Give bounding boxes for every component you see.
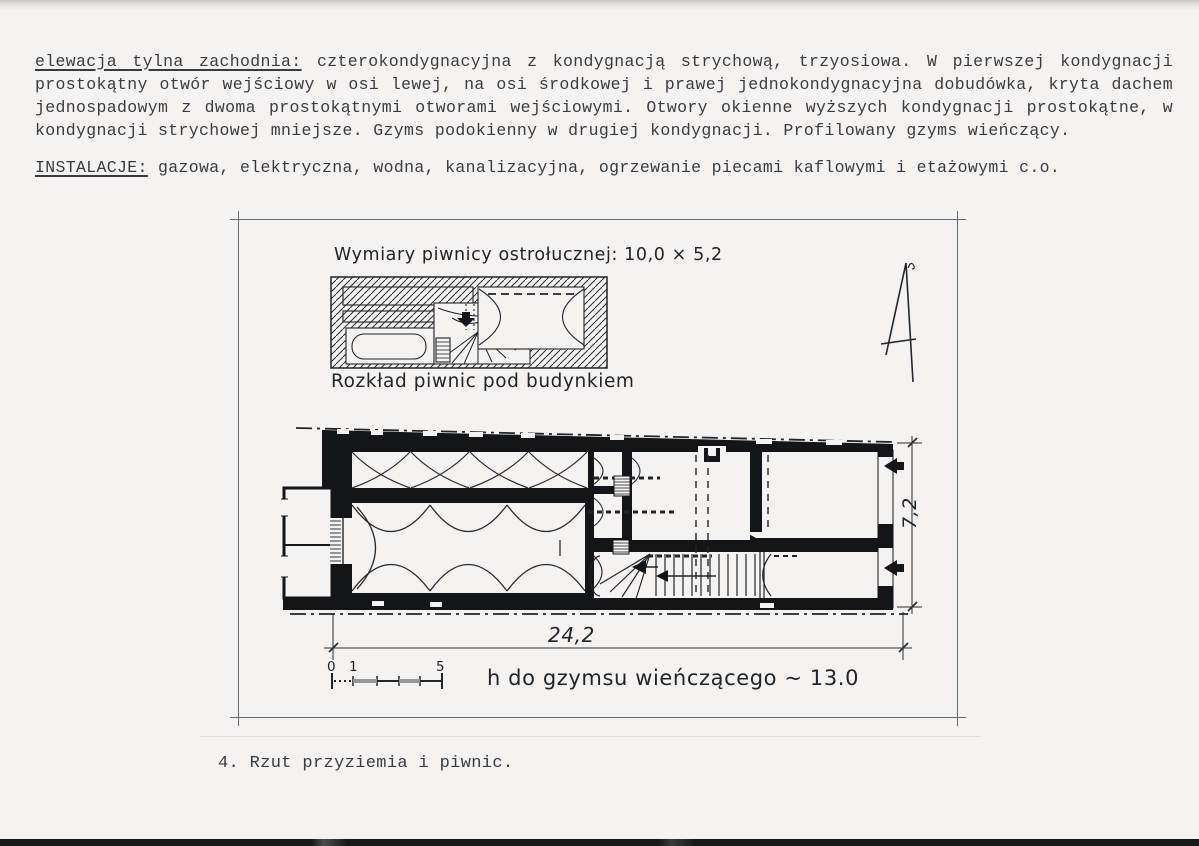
installations-text: gazowa, elektryczna, wodna, kanalizacyjna, ogrzewanie piecami kaflowymi i etażowymi c.o. [147, 157, 1061, 177]
main-floor-plan [281, 428, 908, 614]
elevation-heading: elewacja tylna zachodnia: [35, 51, 302, 71]
scale-label-5: 5 [436, 659, 445, 675]
scan-bottom-edge [0, 839, 1199, 846]
figure-caption: 4. Rzut przyziemia i piwnic. [218, 754, 514, 773]
dimension-line-width [324, 612, 912, 660]
height-note-label: h do gzymsu wieńczącego ~ 13.0 [487, 666, 860, 690]
width-dimension-label: 24,2 [548, 623, 595, 647]
page-shadow-line [200, 736, 980, 737]
north-arrow-icon [881, 263, 916, 382]
scale-bar [332, 673, 442, 689]
cellar-plan [331, 277, 607, 368]
height-dimension-label: 7,2 [899, 496, 922, 530]
installations-label: INSTALACJE: [35, 157, 148, 177]
cellar-plan-title: Wymiary piwnicy ostrołucznej: 10,0 × 5,2 [334, 245, 723, 265]
scale-label-1: 1 [349, 659, 358, 675]
scale-label-0: 0 [327, 659, 336, 675]
elevation-description: czterokondygnacyjna z kondygnacją strychową, trzyosiowa. W pierwszej kondygnacji prostokątny otwór wejściowy w osi lewej, na osi środkowej i prawej jednokondygnacyjna dobudówka, kryta dachem jednospadowym z dwoma prostokątnymi otworami wejściowymi. Otwory okienne wyższych kondygnacji prostokątne, w kondygnacji strychowej mniejsze. Gzyms podokienny w drugiej kondygnacji. Profilowany gzyms wieńczący. [35, 51, 1173, 141]
cellar-plan-caption: Rozkład piwnic pod budynkiem [331, 371, 635, 392]
